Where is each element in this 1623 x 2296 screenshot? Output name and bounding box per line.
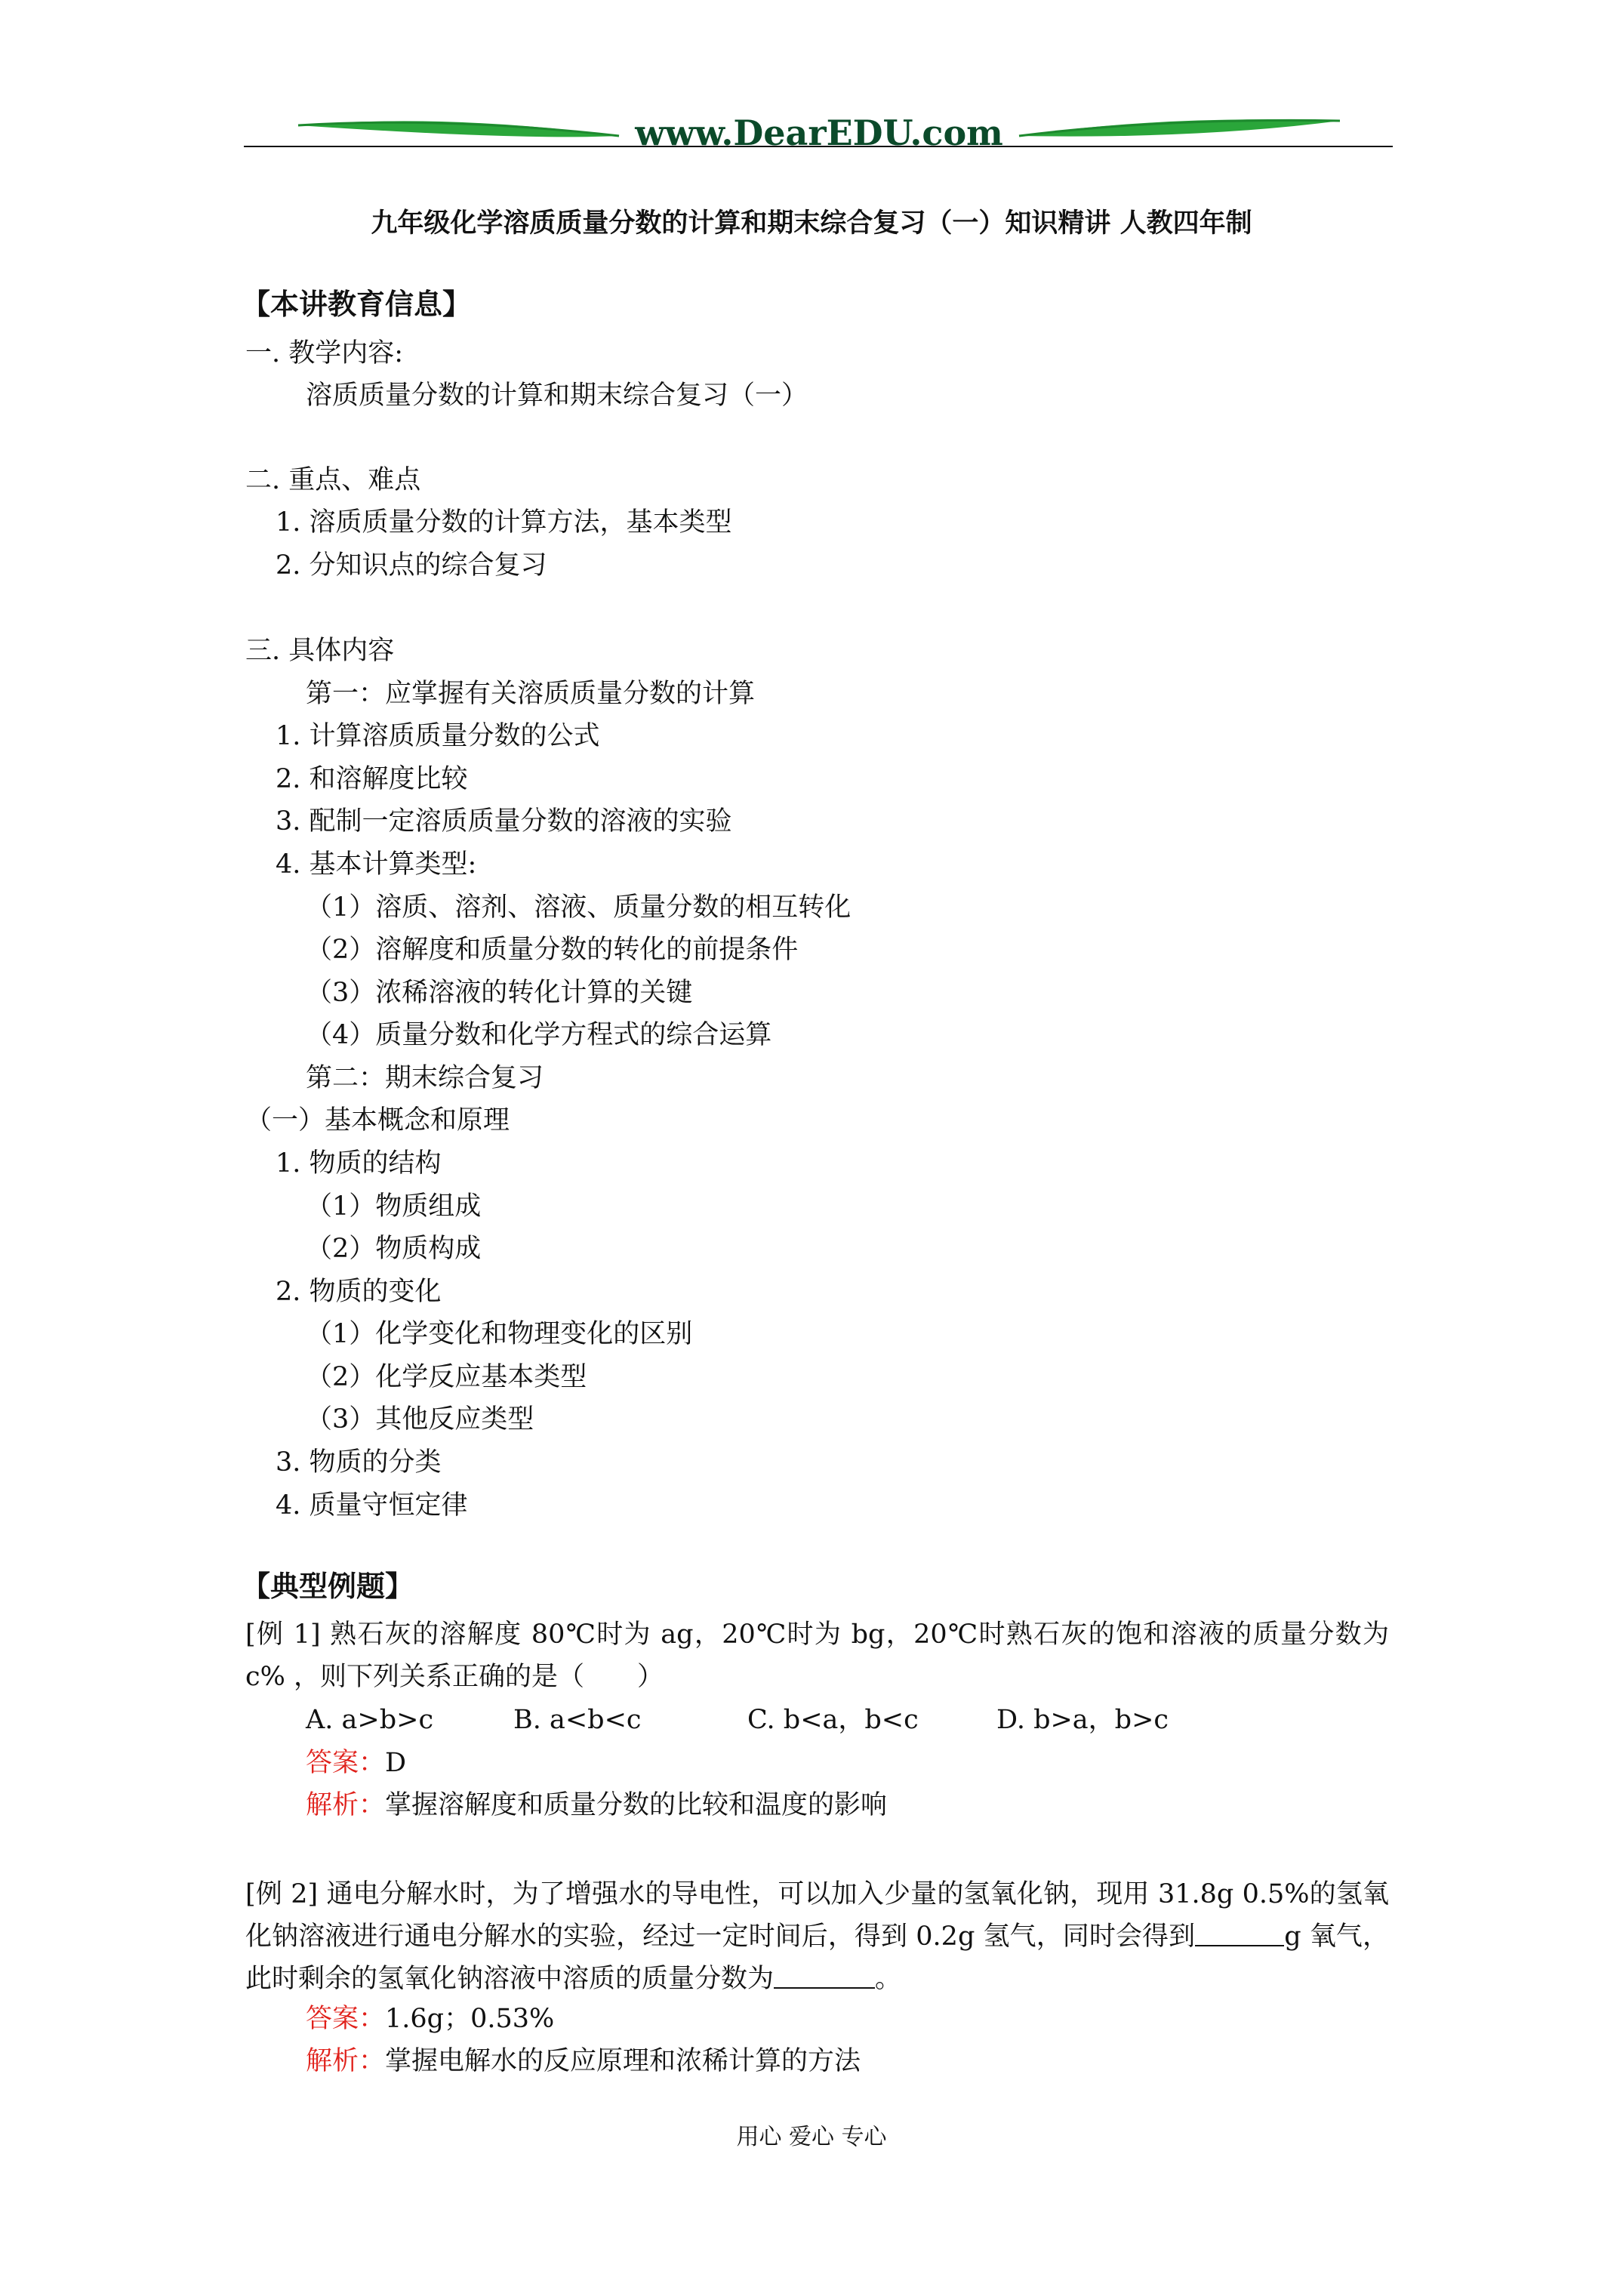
option-c: C. b<a，b<c [747, 1705, 919, 1735]
calc-type: （1）溶质、溶剂、溶液、质量分数的相互转化 [306, 892, 852, 923]
structure-item: （2）物质构成 [306, 1234, 482, 1264]
logo-swoosh-icon [294, 106, 1344, 166]
analysis-label: 解析： [306, 2046, 386, 2076]
key-heading: 二. 重点、难点 [245, 465, 421, 495]
part1-item: 2. 和溶解度比较 [276, 764, 468, 794]
change-item: （2）化学反应基本类型 [306, 1362, 587, 1392]
calc-type: （4）质量分数和化学方程式的综合运算 [306, 1020, 772, 1050]
part1-item: 4. 基本计算类型: [276, 849, 477, 880]
key-item: 1. 溶质质量分数的计算方法，基本类型 [276, 507, 732, 538]
example-2-answer [306, 2002, 554, 2036]
content-heading: 一. 教学内容: [245, 338, 404, 368]
option-a: A. a>b>c [306, 1705, 434, 1735]
section-heading-info: 【本讲教育信息】 [242, 287, 472, 321]
calc-type: （3）浓稀溶液的转化计算的关键 [306, 978, 693, 1008]
example-2-text-c: 。 [875, 1964, 902, 1994]
structure-heading: 1. 物质的结构 [276, 1148, 442, 1179]
answer-blank [1195, 1922, 1284, 1946]
calc-type: （2）溶解度和质量分数的转化的前提条件 [306, 935, 799, 965]
classification-heading: 3. 物质的分类 [276, 1447, 442, 1478]
answer-label: 答案： [306, 2004, 386, 2034]
answer-value: 1.6g；0.53% [385, 2004, 555, 2034]
content-text: 溶质质量分数的计算和期末综合复习（一） [306, 381, 808, 411]
conservation-heading: 4. 质量守恒定律 [276, 1490, 468, 1521]
example-2-text-b: g 氧气，此时剩余的氢氧化钠溶液中溶质的质量分数为 [245, 1922, 1389, 1994]
example-2-question [245, 1873, 1389, 2000]
part1-item: 1. 计算溶质质量分数的公式 [276, 721, 600, 751]
change-item: （1）化学变化和物理变化的区别 [306, 1319, 693, 1349]
example-2-analysis [306, 2045, 861, 2078]
site-logo [294, 106, 1344, 169]
part2-heading: 第二：期末综合复习 [306, 1063, 544, 1093]
answer-blank [774, 1965, 875, 1989]
header-rule [244, 146, 1393, 147]
page-footer: 用心 爱心 专心 [736, 2124, 887, 2150]
option-d: D. b>a，b>c [996, 1705, 1169, 1735]
concepts-heading: （一）基本概念和原理 [245, 1105, 510, 1136]
part1-heading: 第一：应掌握有关溶质质量分数的计算 [306, 679, 756, 709]
analysis-label: 解析： [306, 1790, 386, 1820]
analysis-text: 掌握溶解度和质量分数的比较和温度的影响 [385, 1790, 888, 1820]
change-item: （3）其他反应类型 [306, 1404, 534, 1435]
change-heading: 2. 物质的变化 [276, 1277, 442, 1307]
page-title: 九年级化学溶质质量分数的计算和期末综合复习（一）知识精讲 人教四年制 [371, 208, 1252, 239]
part1-item: 3. 配制一定溶质质量分数的溶液的实验 [276, 806, 732, 837]
example-1-answer [306, 1746, 406, 1780]
structure-item: （1）物质组成 [306, 1191, 482, 1222]
example-1-question: [例 1] 熟石灰的溶解度 80℃时为 ag，20℃时为 bg，20℃时熟石灰的饱和溶液的质量分数为 c% ，则下列关系正确的是（ ） [245, 1620, 1389, 1692]
answer-value: D [385, 1748, 407, 1778]
logo-text: www.DearEDU.com [635, 112, 1003, 153]
key-item: 2. 分知识点的综合复习 [276, 550, 547, 581]
option-b: B. a<b<c [513, 1705, 642, 1735]
section-heading-examples: 【典型例题】 [242, 1569, 414, 1603]
example-2-text-a: [例 2] 通电分解水时，为了增强水的导电性，可以加入少量的氢氧化钠，现用 31.8g 0.5%的氢氧化钠溶液进行通电分解水的实验，经过一定时间后，得到 0.2g 氢气，同时会得到 [245, 1879, 1389, 1952]
example-1-analysis [306, 1789, 887, 1822]
analysis-text: 掌握电解水的反应原理和浓稀计算的方法 [385, 2046, 861, 2076]
answer-label: 答案： [306, 1748, 386, 1778]
detail-heading: 三. 具体内容 [245, 636, 395, 666]
